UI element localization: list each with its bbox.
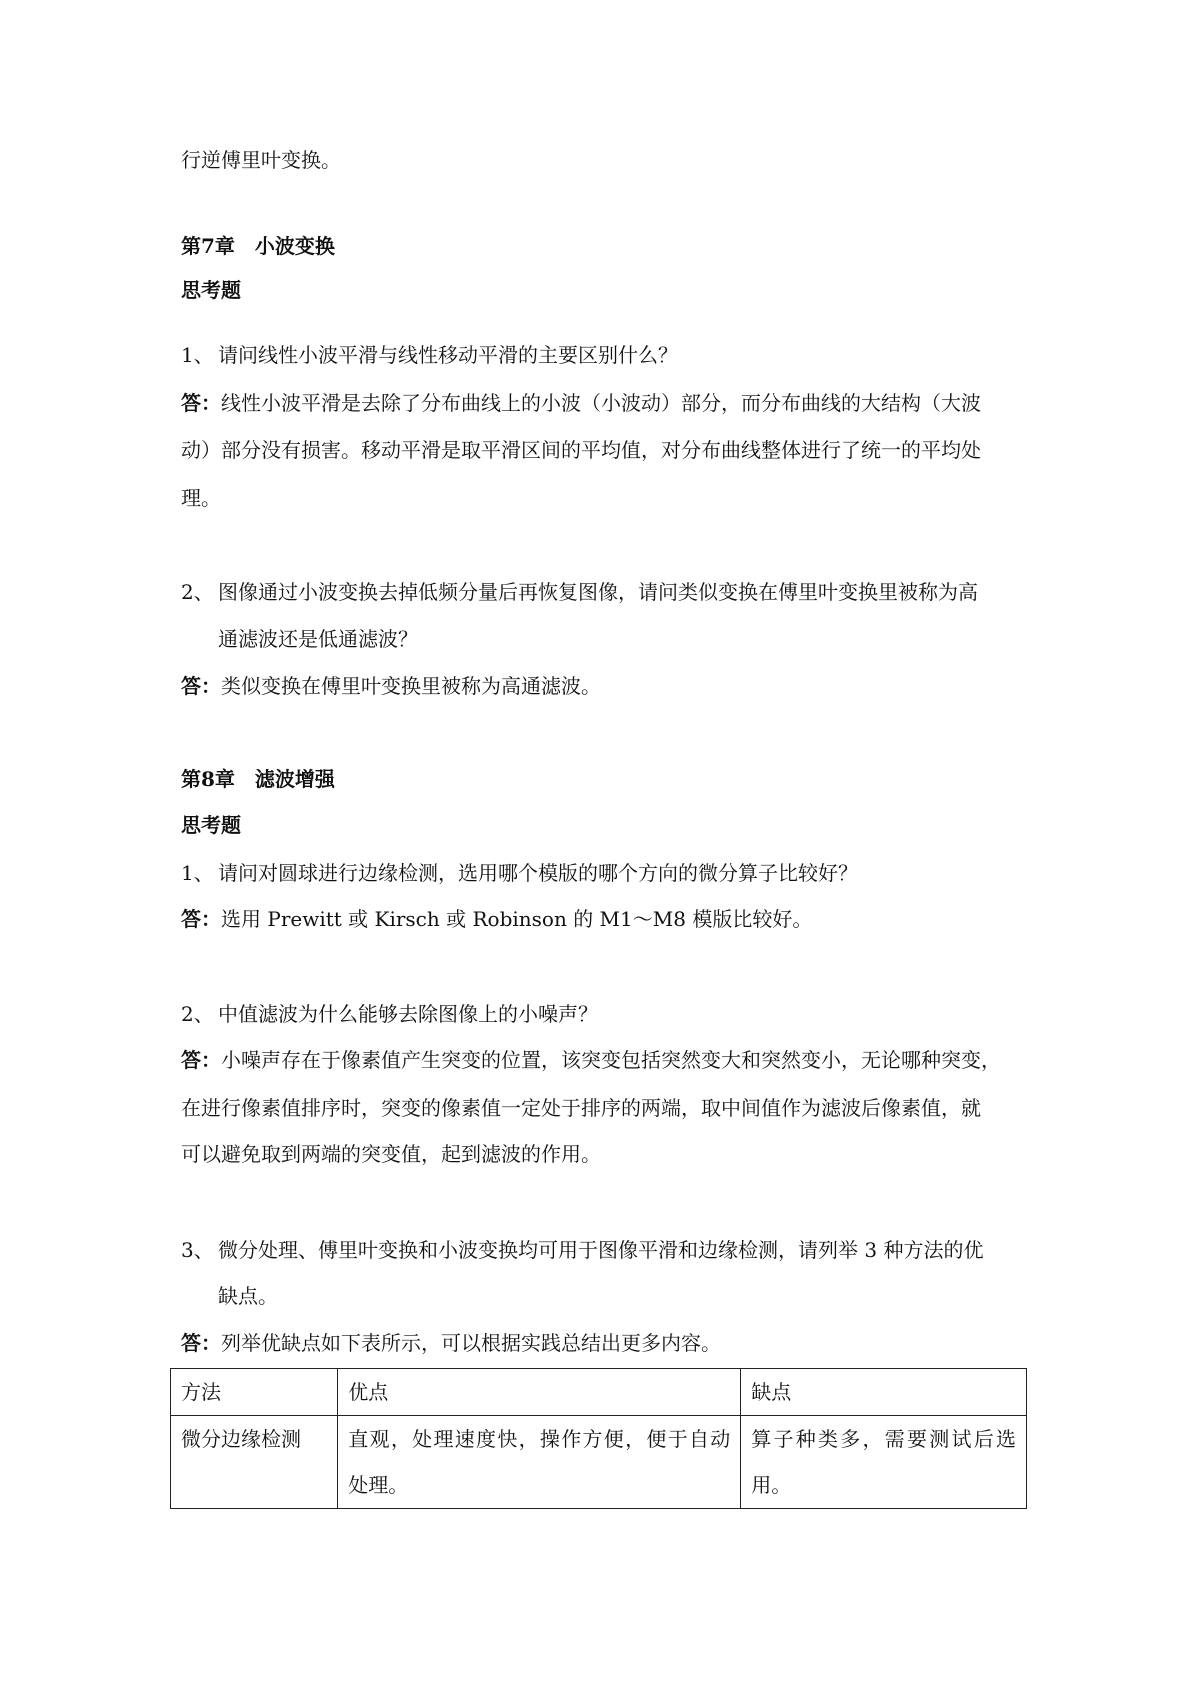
ch8-answer-2-line-2: 在进行像素值排序时，突变的像素值一定处于排序的两端，取中间值作为滤波后像素值，就: [181, 1096, 981, 1120]
ch8-answer-2-line-3: 可以避免取到两端的突变值，起到滤波的作用。: [181, 1142, 601, 1166]
answer-label: 答：: [181, 674, 221, 698]
question-number: 2、: [181, 1002, 214, 1026]
answer-text: 小噪声存在于像素值产生突变的位置，该突变包括突然变大和突然变小，无论哪种突变，: [221, 1048, 1001, 1072]
answer-text: 选用 Prewitt 或 Kirsch 或 Robinson 的 M1～M8 模版比较好。: [221, 907, 813, 931]
chapter-7-heading: 第7章 小波变换: [181, 234, 335, 258]
ch8-question-3-line-1: [181, 1236, 983, 1264]
header-pros: 优点: [338, 1369, 741, 1416]
question-number: 3、: [181, 1238, 214, 1262]
answer-text: 类似变换在傅里叶变换里被称为高通滤波。: [221, 674, 601, 698]
ch7-answer-1-line-1: [181, 389, 981, 417]
cell-pros-line-2: 处理。: [348, 1473, 409, 1497]
ch7-question-1: [181, 341, 678, 369]
question-number: 1、: [181, 343, 214, 367]
answer-label: 答：: [181, 391, 221, 415]
answer-label: 答：: [181, 1048, 221, 1072]
ch8-question-2: [181, 1000, 598, 1028]
chapter-8-heading: 第8章 滤波增强: [181, 767, 335, 791]
answer-label: 答：: [181, 907, 221, 931]
question-text: 请问对圆球进行边缘检测，选用哪个模版的哪个方向的微分算子比较好？: [218, 861, 858, 885]
ch8-question-1: [181, 859, 858, 887]
ch7-answer-2: [181, 672, 601, 700]
ch7-answer-1-line-3: 理。: [181, 486, 221, 510]
table-header-row: [171, 1369, 1027, 1416]
ch7-question-2-line-1: [181, 578, 978, 606]
ch7-answer-1-line-2: 动）部分没有损害。移动平滑是取平滑区间的平均值，对分布曲线整体进行了统一的平均处: [181, 438, 981, 462]
header-cons: 缺点: [741, 1369, 1027, 1416]
cell-cons-line-1: 算子种类多，需要测试后选: [751, 1427, 1016, 1451]
ch7-question-2-line-2: 通滤波还是低通滤波？: [218, 627, 418, 651]
question-text: 图像通过小波变换去掉低频分量后再恢复图像，请问类似变换在傅里叶变换里被称为高: [218, 580, 978, 604]
question-text: 请问线性小波平滑与线性移动平滑的主要区别什么？: [218, 343, 678, 367]
continued-text: 行逆傅里叶变换。: [181, 148, 341, 172]
chapter-7-subheading: 思考题: [181, 278, 241, 302]
answer-text: 列举优缺点如下表所示，可以根据实践总结出更多内容。: [221, 1331, 721, 1355]
cell-cons: [741, 1416, 1027, 1509]
cell-pros-line-1: 直观，处理速度快，操作方便，便于自动: [348, 1427, 731, 1451]
cell-cons-line-2: 用。: [751, 1473, 792, 1497]
ch8-question-3-line-2: 缺点。: [218, 1284, 278, 1308]
question-number: 1、: [181, 861, 214, 885]
chapter-8-subheading: 思考题: [181, 813, 241, 837]
ch8-answer-3: [181, 1329, 721, 1357]
question-number: 2、: [181, 580, 214, 604]
question-text: 中值滤波为什么能够去除图像上的小噪声？: [218, 1002, 598, 1026]
header-method: 方法: [171, 1369, 338, 1416]
answer-text: 线性小波平滑是去除了分布曲线上的小波（小波动）部分，而分布曲线的大结构（大波: [221, 391, 981, 415]
pros-cons-table: [170, 1368, 1027, 1509]
cell-method: 微分边缘检测: [171, 1416, 338, 1509]
ch8-answer-1: [181, 905, 812, 933]
answer-label: 答：: [181, 1331, 221, 1355]
ch8-answer-2-line-1: [181, 1046, 1001, 1074]
table-row: [171, 1416, 1027, 1509]
question-text: 微分处理、傅里叶变换和小波变换均可用于图像平滑和边缘检测，请列举 3 种方法的优: [218, 1238, 984, 1262]
cell-pros: [338, 1416, 741, 1509]
